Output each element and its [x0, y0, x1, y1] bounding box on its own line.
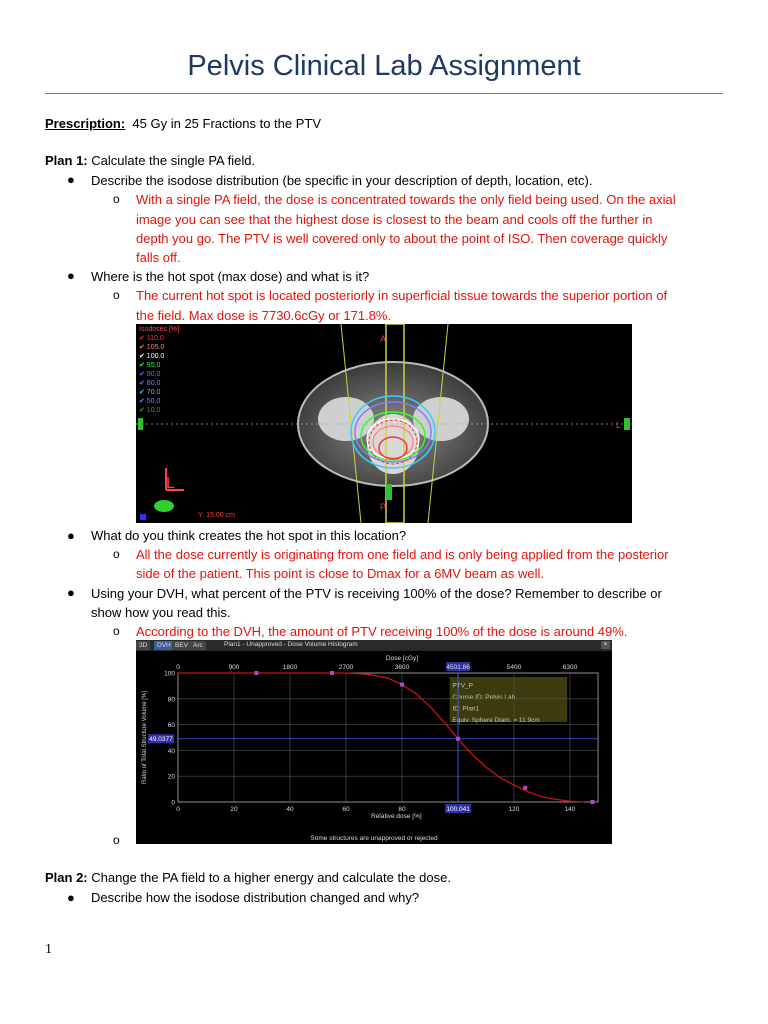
- isodose-legend: [139, 325, 179, 415]
- dvh-tab-dvh[interactable]: DVH: [154, 641, 174, 650]
- bullet-icon: ●: [67, 890, 75, 905]
- plan1-question-4-line1: Using your DVH, what percent of the PTV is receiving 100% of the dose? Remember to describe or: [91, 586, 662, 601]
- dvh-sample-marker: [254, 671, 258, 675]
- bullet-icon: ●: [67, 585, 75, 600]
- dvh-y-tick-label: 80: [167, 696, 175, 704]
- ct-position-readout: Y: 15.00 cm: [198, 512, 235, 519]
- isodose-legend-item: ✔ 90.0: [139, 371, 161, 378]
- prescription-label: Prescription:: [45, 116, 126, 131]
- isodose-legend-item: ✔ 105.0: [139, 344, 165, 351]
- isodose-legend-item: ✔ 110.0: [139, 335, 164, 342]
- title-rule: [45, 93, 723, 94]
- dvh-x-axis-label: Relative dose [%]: [371, 813, 422, 820]
- plan1-question-1: Describe the isodose distribution (be specific in your description of depth, location, etc).: [91, 173, 593, 188]
- posterior-label: P: [380, 502, 387, 512]
- isodose-legend-item: ✔ 10.0: [139, 407, 161, 414]
- dvh-tab-bev[interactable]: BEV: [172, 641, 191, 650]
- isodose-legend-item: ✔ 50.0: [139, 398, 161, 405]
- bullet-icon: ●: [67, 528, 75, 543]
- left-label: L: [616, 420, 622, 430]
- svg-text:L: L: [166, 475, 175, 492]
- dvh-footer-note: Some structures are unapproved or rejected: [310, 835, 438, 842]
- plan2-heading: [45, 868, 451, 888]
- dvh-sample-marker: [456, 737, 460, 741]
- plan1-answer-1-line1: With a single PA field, the dose is concentrated towards the only field being used. On the axial: [136, 192, 676, 207]
- plan1-answer-2-line1: The current hot spot is located posteriorly in superficial tissue towards the superior portion of: [136, 288, 668, 303]
- sub-bullet-icon: o: [113, 547, 120, 561]
- dvh-sample-marker: [523, 786, 527, 790]
- sub-bullet-icon: o: [113, 192, 120, 206]
- dvh-top-tick-label: 900: [228, 664, 240, 671]
- prescription-line: [45, 114, 321, 134]
- plan1-answer-3-line1: All the dose currently is originating from one field and is only being applied from the posterior: [136, 547, 669, 562]
- plan1-answer-1-line2: image you can see that the highest dose is closest to the beam and cools off the further in: [136, 212, 653, 227]
- dvh-chart: [136, 640, 612, 844]
- sub-bullet-icon: o: [113, 288, 120, 302]
- dvh-info-text: PTV_P: [452, 682, 473, 690]
- dvh-top-tick-label: 3600: [394, 664, 410, 671]
- plan1-heading: [45, 151, 255, 171]
- document-title: Pelvis Clinical Lab Assignment: [187, 50, 581, 82]
- isodose-legend-title: Isodoses [%]: [139, 326, 180, 333]
- dvh-top-tick-label: 2700: [338, 664, 354, 671]
- page-number: 1: [45, 942, 52, 957]
- close-icon[interactable]: ×: [601, 641, 610, 649]
- dvh-sample-marker: [590, 800, 594, 804]
- dvh-y-axis-label: Ratio of Total Structure Volume [%]: [142, 691, 148, 784]
- plan1-answer-1-line4: falls off.: [136, 250, 181, 265]
- plan1-question-3: What do you think creates the hot spot in this location?: [91, 528, 407, 543]
- dvh-x-tick-label: 120: [508, 806, 520, 813]
- dvh-y-tick-label: 0: [171, 799, 175, 807]
- dvh-sample-marker: [400, 683, 404, 687]
- dvh-info-text: ID: Plan1: [452, 705, 480, 713]
- dvh-y-tick-label: 20: [167, 773, 175, 781]
- plan1-text: Calculate the single PA field.: [91, 153, 256, 168]
- dvh-top-tick-label: 5400: [506, 664, 522, 671]
- plan1-question-2: Where is the hot spot (max dose) and what is it?: [91, 269, 370, 284]
- anterior-label: A: [380, 334, 387, 344]
- dvh-top-tick-label: 6300: [562, 664, 578, 671]
- plan1-label: Plan 1:: [45, 153, 88, 168]
- dvh-top-axis-title: Dose [cGy]: [385, 655, 419, 662]
- bullet-icon: ●: [67, 172, 75, 187]
- dvh-tab-3d[interactable]: 3D: [136, 641, 150, 650]
- plan1-answer-3-line2: side of the patient. This point is close to Dmax for a 6MV beam as well.: [136, 566, 545, 581]
- plan2-label: Plan 2:: [45, 870, 88, 885]
- isodose-legend-item: ✔ 100.0: [139, 353, 165, 360]
- dvh-info-text: Course ID: Pelvis Lab: [452, 693, 516, 701]
- dvh-top-tick-label: 0: [176, 664, 180, 671]
- isodose-legend-item: ✔ 80.0: [139, 380, 161, 387]
- dvh-x-tick-label: 0: [176, 806, 180, 813]
- dvh-y-tick-label: 60: [167, 722, 175, 730]
- ct-scan-graphic: [136, 324, 632, 523]
- dvh-cursor-y-value: 49.0377: [149, 736, 173, 744]
- dvh-top-tick-label: 4501.86: [446, 664, 470, 671]
- plan1-answer-1-line3: depth you go. The PTV is well covered only to about the point of ISO. Then coverage quickly: [136, 231, 668, 246]
- isodose-legend-list: [139, 334, 179, 415]
- dvh-x-tick-label: 80: [398, 806, 406, 813]
- sub-bullet-icon: o: [113, 833, 120, 847]
- dvh-y-tick-label: 40: [167, 747, 175, 755]
- isodose-legend-item: ✔ 70.0: [139, 389, 161, 396]
- isodose-legend-item: ✔ 95.0: [139, 362, 161, 369]
- dvh-info-text: Equiv. Sphere Diam. = 11.9cm: [452, 716, 540, 724]
- dvh-window-title: Plan1 - Unapproved - Dose Volume Histogram: [224, 641, 358, 648]
- plan2-question-1: Describe how the isodose distribution changed and why?: [91, 890, 420, 905]
- plan1-answer-4: According to the DVH, the amount of PTV receiving 100% of the dose is around 49%.: [136, 624, 628, 639]
- dvh-sample-marker: [330, 671, 334, 675]
- dvh-x-tick-label: 40: [286, 806, 294, 813]
- sub-bullet-icon: o: [113, 624, 120, 638]
- dvh-x-tick-label: 60: [342, 806, 350, 813]
- dvh-x-tick-label: 140: [564, 806, 576, 813]
- dvh-cursor-x-value: 100.041: [446, 806, 470, 813]
- plan2-text: Change the PA field to a higher energy and calculate the dose.: [91, 870, 451, 885]
- dvh-tab-arc[interactable]: Arc: [190, 641, 206, 650]
- plan1-question-4-line2: show how you read this.: [91, 605, 231, 620]
- prescription-text: 45 Gy in 25 Fractions to the PTV: [132, 116, 322, 131]
- dvh-top-tick-label: 1800: [282, 664, 298, 671]
- ct-axial-image: [136, 324, 632, 523]
- bullet-icon: ●: [67, 268, 75, 283]
- dvh-x-tick-label: 20: [230, 806, 238, 813]
- dvh-y-tick-label: 100: [164, 670, 175, 678]
- plan1-answer-2-line2: the field. Max dose is 7730.6cGy or 171.8%.: [136, 308, 392, 323]
- dvh-plot: [136, 640, 612, 844]
